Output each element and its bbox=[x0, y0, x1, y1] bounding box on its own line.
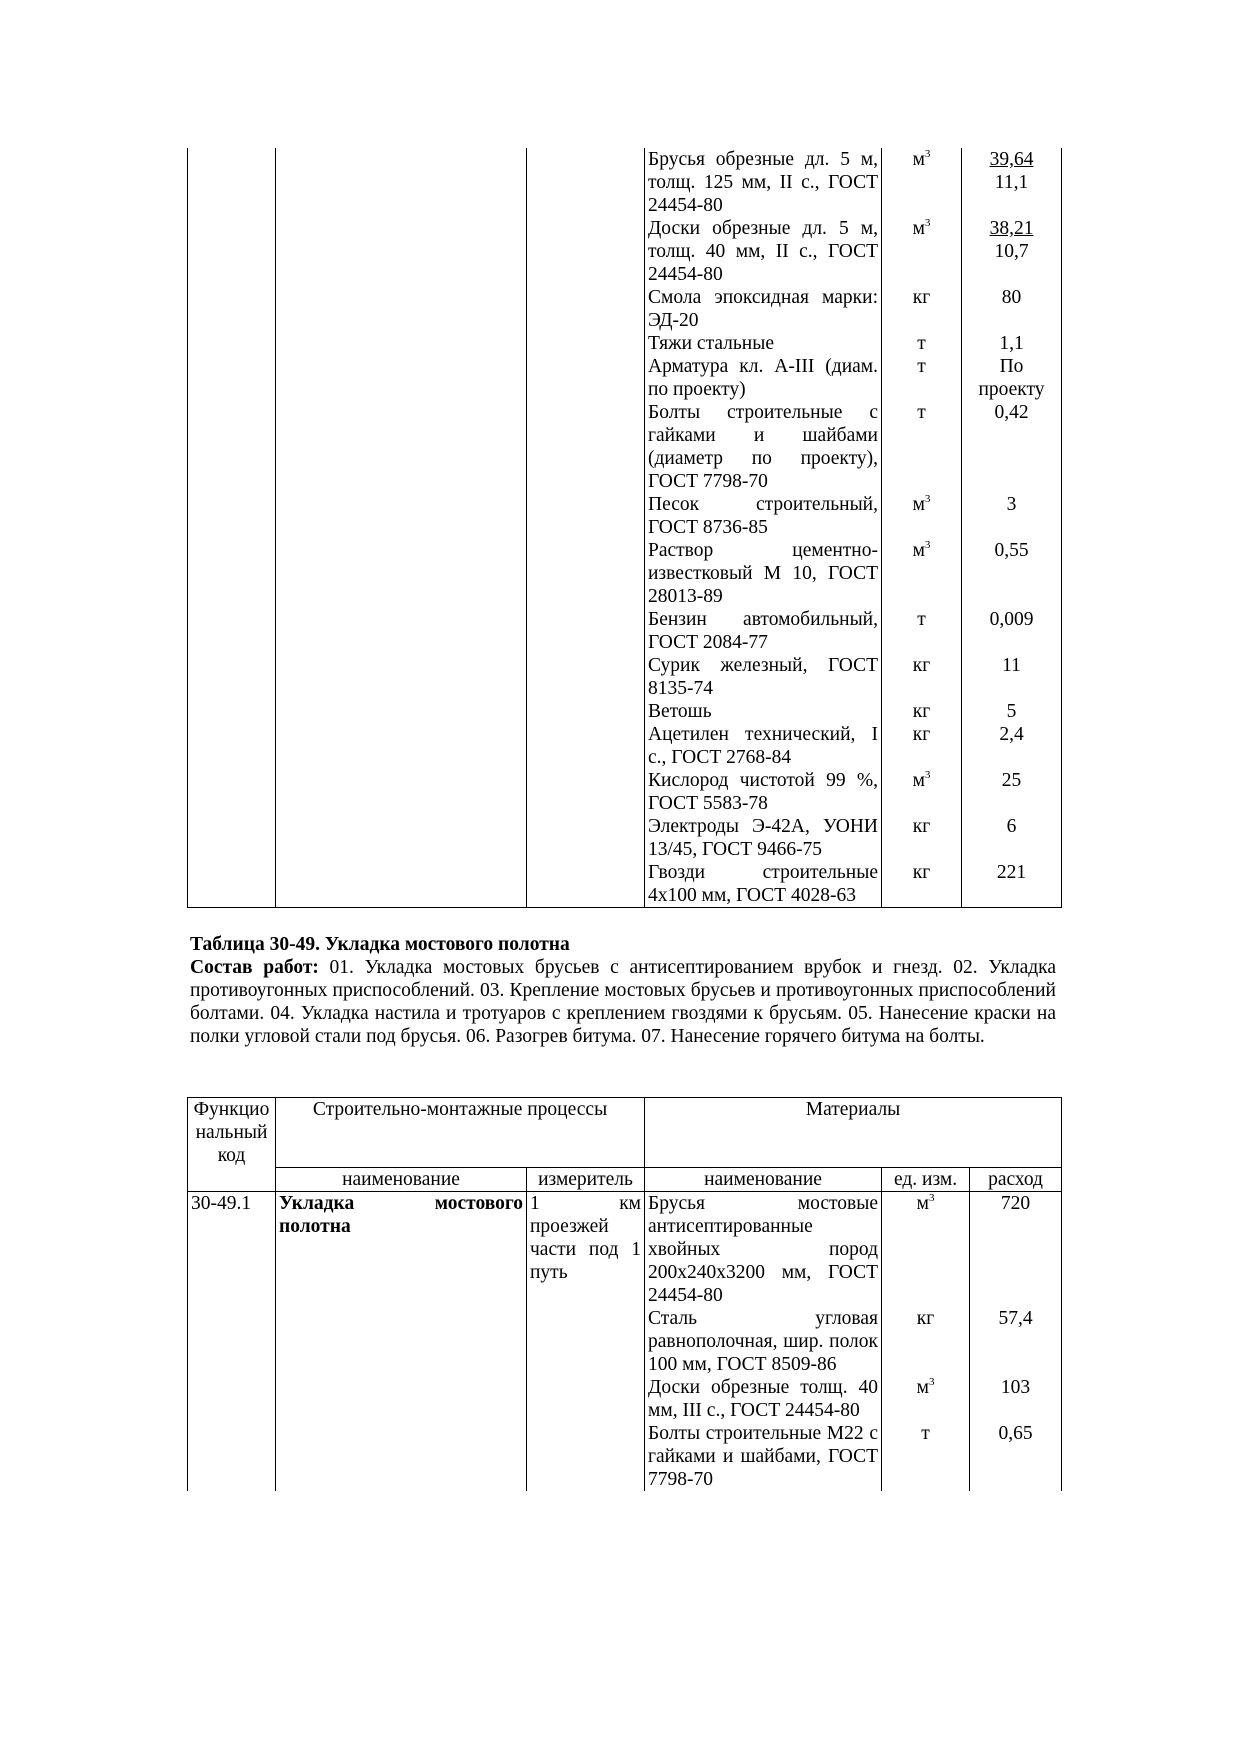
material-unit bbox=[882, 815, 962, 861]
material-name: Брусья обрезные дл. 5 м, толщ. 125 мм, II с., ГОСТ 24454-80 bbox=[645, 148, 882, 217]
material-unit bbox=[882, 1307, 970, 1376]
header-func-code: Функцио нальный код bbox=[188, 1098, 276, 1192]
material-consumption bbox=[962, 723, 1062, 769]
material-consumption bbox=[962, 539, 1062, 608]
material-name: Раствор цементно-известковый М 10, ГОСТ 28013-89 bbox=[645, 539, 882, 608]
empty-cell bbox=[188, 654, 276, 700]
table-row bbox=[188, 769, 1062, 815]
table-row bbox=[188, 723, 1062, 769]
unit-superscript: 3 bbox=[924, 539, 931, 551]
empty-cell bbox=[188, 815, 276, 861]
consumption-value: 6 bbox=[1006, 816, 1017, 837]
table-row bbox=[188, 654, 1062, 700]
material-name: Гвозди строительные 4х100 мм, ГОСТ 4028-63 bbox=[645, 861, 882, 908]
material-consumption bbox=[962, 286, 1062, 332]
table-30-49 bbox=[187, 1097, 1062, 1491]
unit-text: кг bbox=[916, 1308, 935, 1329]
table-row bbox=[188, 401, 1062, 493]
unit-text: м bbox=[912, 149, 925, 170]
material-name: Болты строительные М22 с гайками и шайбами, ГОСТ 7798-70 bbox=[645, 1422, 882, 1491]
func-code: 30-49.1 bbox=[188, 1192, 276, 1492]
table-row bbox=[188, 217, 1062, 286]
process-meter: 1 км проезжей части под 1 путь bbox=[527, 1192, 645, 1492]
unit-text: м bbox=[916, 1377, 929, 1398]
material-consumption: 720 bbox=[970, 1192, 1062, 1308]
unit-text: кг bbox=[912, 862, 931, 883]
header-process-meter: измеритель bbox=[527, 1168, 645, 1192]
empty-cell bbox=[188, 401, 276, 493]
empty-cell bbox=[276, 769, 527, 815]
material-name: Ацетилен технический, I с., ГОСТ 2768-84 bbox=[645, 723, 882, 769]
consumption-numerator: 38,21 bbox=[989, 218, 1034, 239]
consumption-value: 0,42 bbox=[994, 402, 1029, 423]
material-name: Бензин автомобильный, ГОСТ 2084-77 bbox=[645, 608, 882, 654]
empty-cell bbox=[188, 539, 276, 608]
empty-cell bbox=[276, 493, 527, 539]
empty-cell bbox=[527, 723, 645, 769]
material-name: Электроды Э-42А, УОНИ 13/45, ГОСТ 9466-75 bbox=[645, 815, 882, 861]
material-unit bbox=[882, 332, 962, 355]
header-materials: Материалы bbox=[645, 1098, 1062, 1168]
empty-cell bbox=[527, 769, 645, 815]
material-unit bbox=[882, 769, 962, 815]
material-consumption bbox=[962, 355, 1062, 401]
material-name: Сталь угловая равнополочная, шир. полок 100 мм, ГОСТ 8509-86 bbox=[645, 1307, 882, 1376]
empty-cell bbox=[527, 401, 645, 493]
material-name: Доски обрезные толщ. 40 мм, III с., ГОСТ 24454-80 bbox=[645, 1376, 882, 1422]
header-material-name: наименование bbox=[645, 1168, 882, 1192]
material-unit bbox=[882, 654, 962, 700]
table-row bbox=[188, 861, 1062, 908]
material-unit bbox=[882, 355, 962, 401]
header-processes: Строительно-монтажные процессы bbox=[276, 1098, 645, 1168]
unit-text: т bbox=[921, 1423, 930, 1444]
table-row bbox=[188, 148, 1062, 217]
table-caption bbox=[190, 933, 1056, 1048]
empty-cell bbox=[276, 286, 527, 332]
material-unit bbox=[882, 493, 962, 539]
material-unit bbox=[882, 286, 962, 332]
consumption-value: 221 bbox=[996, 862, 1027, 883]
unit-text: т bbox=[917, 333, 926, 354]
unit-text: кг bbox=[912, 701, 931, 722]
empty-cell bbox=[276, 332, 527, 355]
material-name: Песок строительный, ГОСТ 8736-85 bbox=[645, 493, 882, 539]
empty-cell bbox=[276, 608, 527, 654]
empty-cell bbox=[527, 286, 645, 332]
table-row bbox=[188, 355, 1062, 401]
consumption-value: 10,7 bbox=[994, 241, 1029, 262]
empty-cell bbox=[276, 861, 527, 908]
unit-superscript: 3 bbox=[928, 1376, 935, 1388]
unit-text: т bbox=[917, 402, 926, 423]
unit-text: м bbox=[912, 540, 925, 561]
empty-cell bbox=[276, 723, 527, 769]
empty-cell bbox=[188, 355, 276, 401]
table-row bbox=[188, 332, 1062, 355]
unit-superscript: 3 bbox=[924, 493, 931, 505]
work-composition-text: 01. Укладка мостовых брусьев с антисептированием врубок и гнезд. 02. Укладка противоугонных приспособлений. 03. Крепление мостовых брусьев и противоугонных приспособлений болтами. 04. Укладка настила и тротуаров с креплением гвоздями к брусьям. 05. Нанесение краски на полки угловой стали под брусья. 06. Разогрев битума. 07. Нанесение горячего битума на болты. bbox=[190, 957, 1057, 1047]
material-unit bbox=[882, 148, 962, 217]
empty-cell bbox=[188, 332, 276, 355]
unit-text: кг bbox=[912, 816, 931, 837]
empty-cell bbox=[276, 700, 527, 723]
empty-cell bbox=[276, 539, 527, 608]
empty-cell bbox=[188, 769, 276, 815]
empty-cell bbox=[276, 148, 527, 217]
empty-cell bbox=[276, 355, 527, 401]
consumption-value: 11,1 bbox=[994, 172, 1029, 193]
empty-cell bbox=[188, 493, 276, 539]
table-title: Таблица 30-49. Укладка мостового полотна bbox=[190, 934, 570, 955]
unit-text: кг bbox=[912, 724, 931, 745]
table-row bbox=[188, 539, 1062, 608]
material-name: Доски обрезные дл. 5 м, толщ. 40 мм, II с., ГОСТ 24454-80 bbox=[645, 217, 882, 286]
material-name: Тяжи стальные bbox=[645, 332, 882, 355]
material-consumption bbox=[962, 148, 1062, 217]
unit-text: т bbox=[917, 609, 926, 630]
table-row bbox=[188, 493, 1062, 539]
empty-cell bbox=[527, 815, 645, 861]
material-unit bbox=[882, 700, 962, 723]
material-consumption bbox=[962, 815, 1062, 861]
unit-superscript: 3 bbox=[924, 148, 931, 160]
unit-text: м bbox=[912, 494, 925, 515]
empty-cell bbox=[276, 217, 527, 286]
material-name: Болты строительные с гайками и шайбами (диаметр по проекту), ГОСТ 7798-70 bbox=[645, 401, 882, 493]
empty-cell bbox=[188, 700, 276, 723]
material-unit bbox=[882, 1376, 970, 1422]
empty-cell bbox=[527, 332, 645, 355]
table-row bbox=[188, 286, 1062, 332]
consumption-value: 25 bbox=[1001, 770, 1022, 791]
material-consumption bbox=[962, 332, 1062, 355]
consumption-value: 0,009 bbox=[989, 609, 1034, 630]
table-row bbox=[188, 815, 1062, 861]
empty-cell bbox=[527, 539, 645, 608]
material-consumption: 0,65 bbox=[970, 1422, 1062, 1491]
material-unit bbox=[882, 217, 962, 286]
material-unit bbox=[882, 401, 962, 493]
unit-text: кг bbox=[912, 287, 931, 308]
material-name: Сурик железный, ГОСТ 8135-74 bbox=[645, 654, 882, 700]
header-material-consumption: расход bbox=[970, 1168, 1062, 1192]
material-consumption: 103 bbox=[970, 1376, 1062, 1422]
empty-cell bbox=[188, 608, 276, 654]
consumption-value: 3 bbox=[1006, 494, 1017, 515]
empty-cell bbox=[527, 493, 645, 539]
empty-cell bbox=[276, 654, 527, 700]
empty-cell bbox=[527, 148, 645, 217]
material-unit bbox=[882, 723, 962, 769]
consumption-value: По проекту bbox=[978, 356, 1045, 400]
header-material-unit: ед. изм. bbox=[882, 1168, 970, 1192]
unit-text: м bbox=[912, 770, 925, 791]
table-row bbox=[188, 608, 1062, 654]
table-row bbox=[188, 1192, 1062, 1308]
table-row bbox=[188, 700, 1062, 723]
material-consumption: 57,4 bbox=[970, 1307, 1062, 1376]
material-consumption bbox=[962, 217, 1062, 286]
empty-cell bbox=[527, 861, 645, 908]
material-name: Кислород чистотой 99 %, ГОСТ 5583-78 bbox=[645, 769, 882, 815]
empty-cell bbox=[188, 217, 276, 286]
unit-text: м bbox=[912, 218, 925, 239]
empty-cell bbox=[527, 217, 645, 286]
material-name: Арматура кл. А-III (диам. по проекту) bbox=[645, 355, 882, 401]
material-unit bbox=[882, 861, 962, 908]
empty-cell bbox=[276, 815, 527, 861]
unit-text: т bbox=[917, 356, 926, 377]
material-consumption bbox=[962, 401, 1062, 493]
empty-cell bbox=[527, 654, 645, 700]
work-composition bbox=[190, 956, 1056, 1048]
material-unit bbox=[882, 1422, 970, 1491]
process-name: Укладка мостового полотна bbox=[276, 1192, 527, 1492]
empty-cell bbox=[527, 608, 645, 654]
unit-superscript: 3 bbox=[924, 217, 931, 229]
material-consumption bbox=[962, 769, 1062, 815]
consumption-numerator: 39,64 bbox=[989, 149, 1034, 170]
unit-text: м bbox=[916, 1193, 929, 1214]
empty-cell bbox=[188, 286, 276, 332]
work-composition-label: Состав работ: bbox=[190, 957, 319, 978]
empty-cell bbox=[188, 148, 276, 217]
material-name: Ветошь bbox=[645, 700, 882, 723]
empty-cell bbox=[188, 861, 276, 908]
empty-cell bbox=[188, 723, 276, 769]
material-consumption bbox=[962, 700, 1062, 723]
empty-cell bbox=[527, 355, 645, 401]
empty-cell bbox=[276, 401, 527, 493]
empty-cell bbox=[527, 700, 645, 723]
consumption-value: 1,1 bbox=[999, 333, 1024, 354]
consumption-value: 5 bbox=[1006, 701, 1017, 722]
material-consumption bbox=[962, 654, 1062, 700]
consumption-value: 0,55 bbox=[994, 540, 1029, 561]
material-unit bbox=[882, 1192, 970, 1308]
material-name: Смола эпоксидная марки: ЭД-20 bbox=[645, 286, 882, 332]
material-unit bbox=[882, 539, 962, 608]
consumption-value: 11 bbox=[1002, 655, 1021, 676]
materials-table-continuation bbox=[187, 148, 1062, 908]
material-name: Брусья мостовые антисептированные хвойных пород 200х240х3200 мм, ГОСТ 24454-80 bbox=[645, 1192, 882, 1308]
unit-text: кг bbox=[912, 655, 931, 676]
material-consumption bbox=[962, 493, 1062, 539]
material-consumption bbox=[962, 608, 1062, 654]
material-unit bbox=[882, 608, 962, 654]
unit-superscript: 3 bbox=[928, 1192, 935, 1204]
consumption-value: 80 bbox=[1001, 287, 1022, 308]
header-process-name: наименование bbox=[276, 1168, 527, 1192]
material-consumption bbox=[962, 861, 1062, 908]
unit-superscript: 3 bbox=[924, 769, 931, 781]
consumption-value: 2,4 bbox=[999, 724, 1024, 745]
